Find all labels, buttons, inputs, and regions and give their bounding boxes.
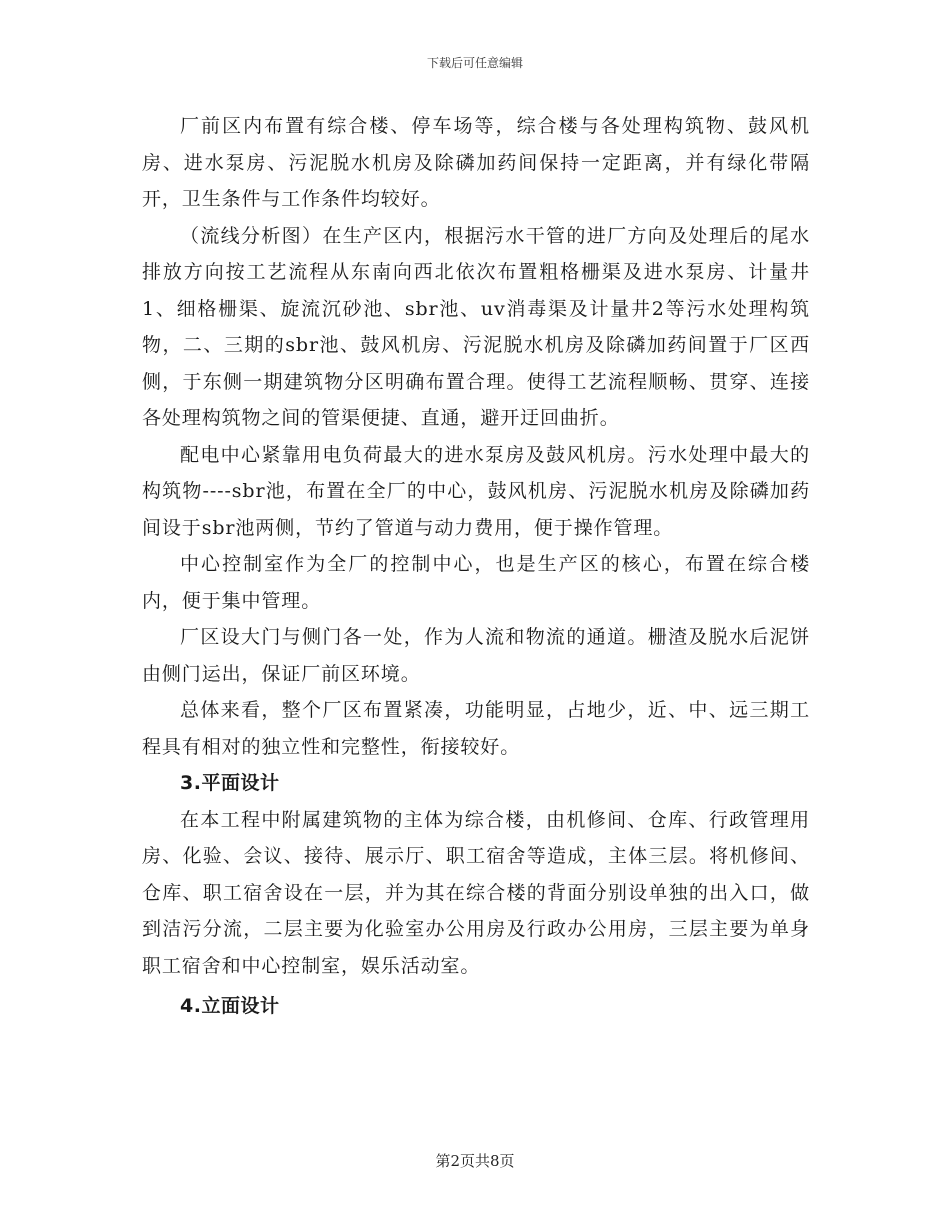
section-heading-plan-design: 3.平面设计 <box>180 772 280 794</box>
paragraph-production-area: （流线分析图）在生产区内，根据污水干管的进厂方向及处理后的尾水排放方向按工艺流程从东南向西北依次布置粗格栅渠及进水泵房、计量井1、细格栅渠、旋流沉砂池、sbr池、uv消毒渠及计量井2等污水处理构筑物，二、三期的sbr池、鼓风机房、污泥脱水机房及除磷加药间置于厂区西侧，于东侧一期建筑物分区明确布置合理。使得工艺流程顺畅、贯穿、连接各处理构筑物之间的管渠便捷、直通，避开迂回曲折。 <box>142 224 810 429</box>
paragraph-control-room: 中心控制室作为全厂的控制中心，也是生产区的核心，布置在综合楼内，便于集中管理。 <box>142 553 810 612</box>
page-header: 下载后可任意编辑 <box>426 56 523 70</box>
paragraph-gates: 厂区设大门与侧门各一处，作为人流和物流的通道。栅渣及脱水后泥饼由侧门运出，保证厂前区环境。 <box>142 626 810 685</box>
paragraph-front-area: 厂前区内布置有综合楼、停车场等，综合楼与各处理构筑物、鼓风机房、进水泵房、污泥脱水机房及除磷加药间保持一定距离，并有绿化带隔开，卫生条件与工作条件均较好。 <box>142 115 810 210</box>
paragraph-power-center: 配电中心紧靠用电负荷最大的进水泵房及鼓风机房。污水处理中最大的构筑物----sbr池，布置在全厂的中心，鼓风机房、污泥脱水机房及除磷加药间设于sbr池两侧，节约了管道与动力费用，便于操作管理。 <box>142 443 810 539</box>
section-heading-elevation-design: 4.立面设计 <box>180 995 280 1017</box>
document-body <box>142 108 810 1025</box>
page-footer: 第2页共8页 <box>435 1152 515 1170</box>
paragraph-plan-design: 在本工程中附属建筑物的主体为综合楼，由机修间、仓库、行政管理用房、化验、会议、接待、展示厅、职工宿舍等造成，主体三层。将机修间、仓库、职工宿舍设在一层，并为其在综合楼的背面分别设单独的出入口，做到洁污分流，二层主要为化验室办公用房及行政办公用房，三层主要为单身职工宿舍和中心控制室，娱乐活动室。 <box>142 808 810 977</box>
paragraph-summary: 总体来看，整个厂区布置紧凑，功能明显，占地少，近、中、远三期工程具有相对的独立性和完整性，衔接较好。 <box>142 699 810 758</box>
